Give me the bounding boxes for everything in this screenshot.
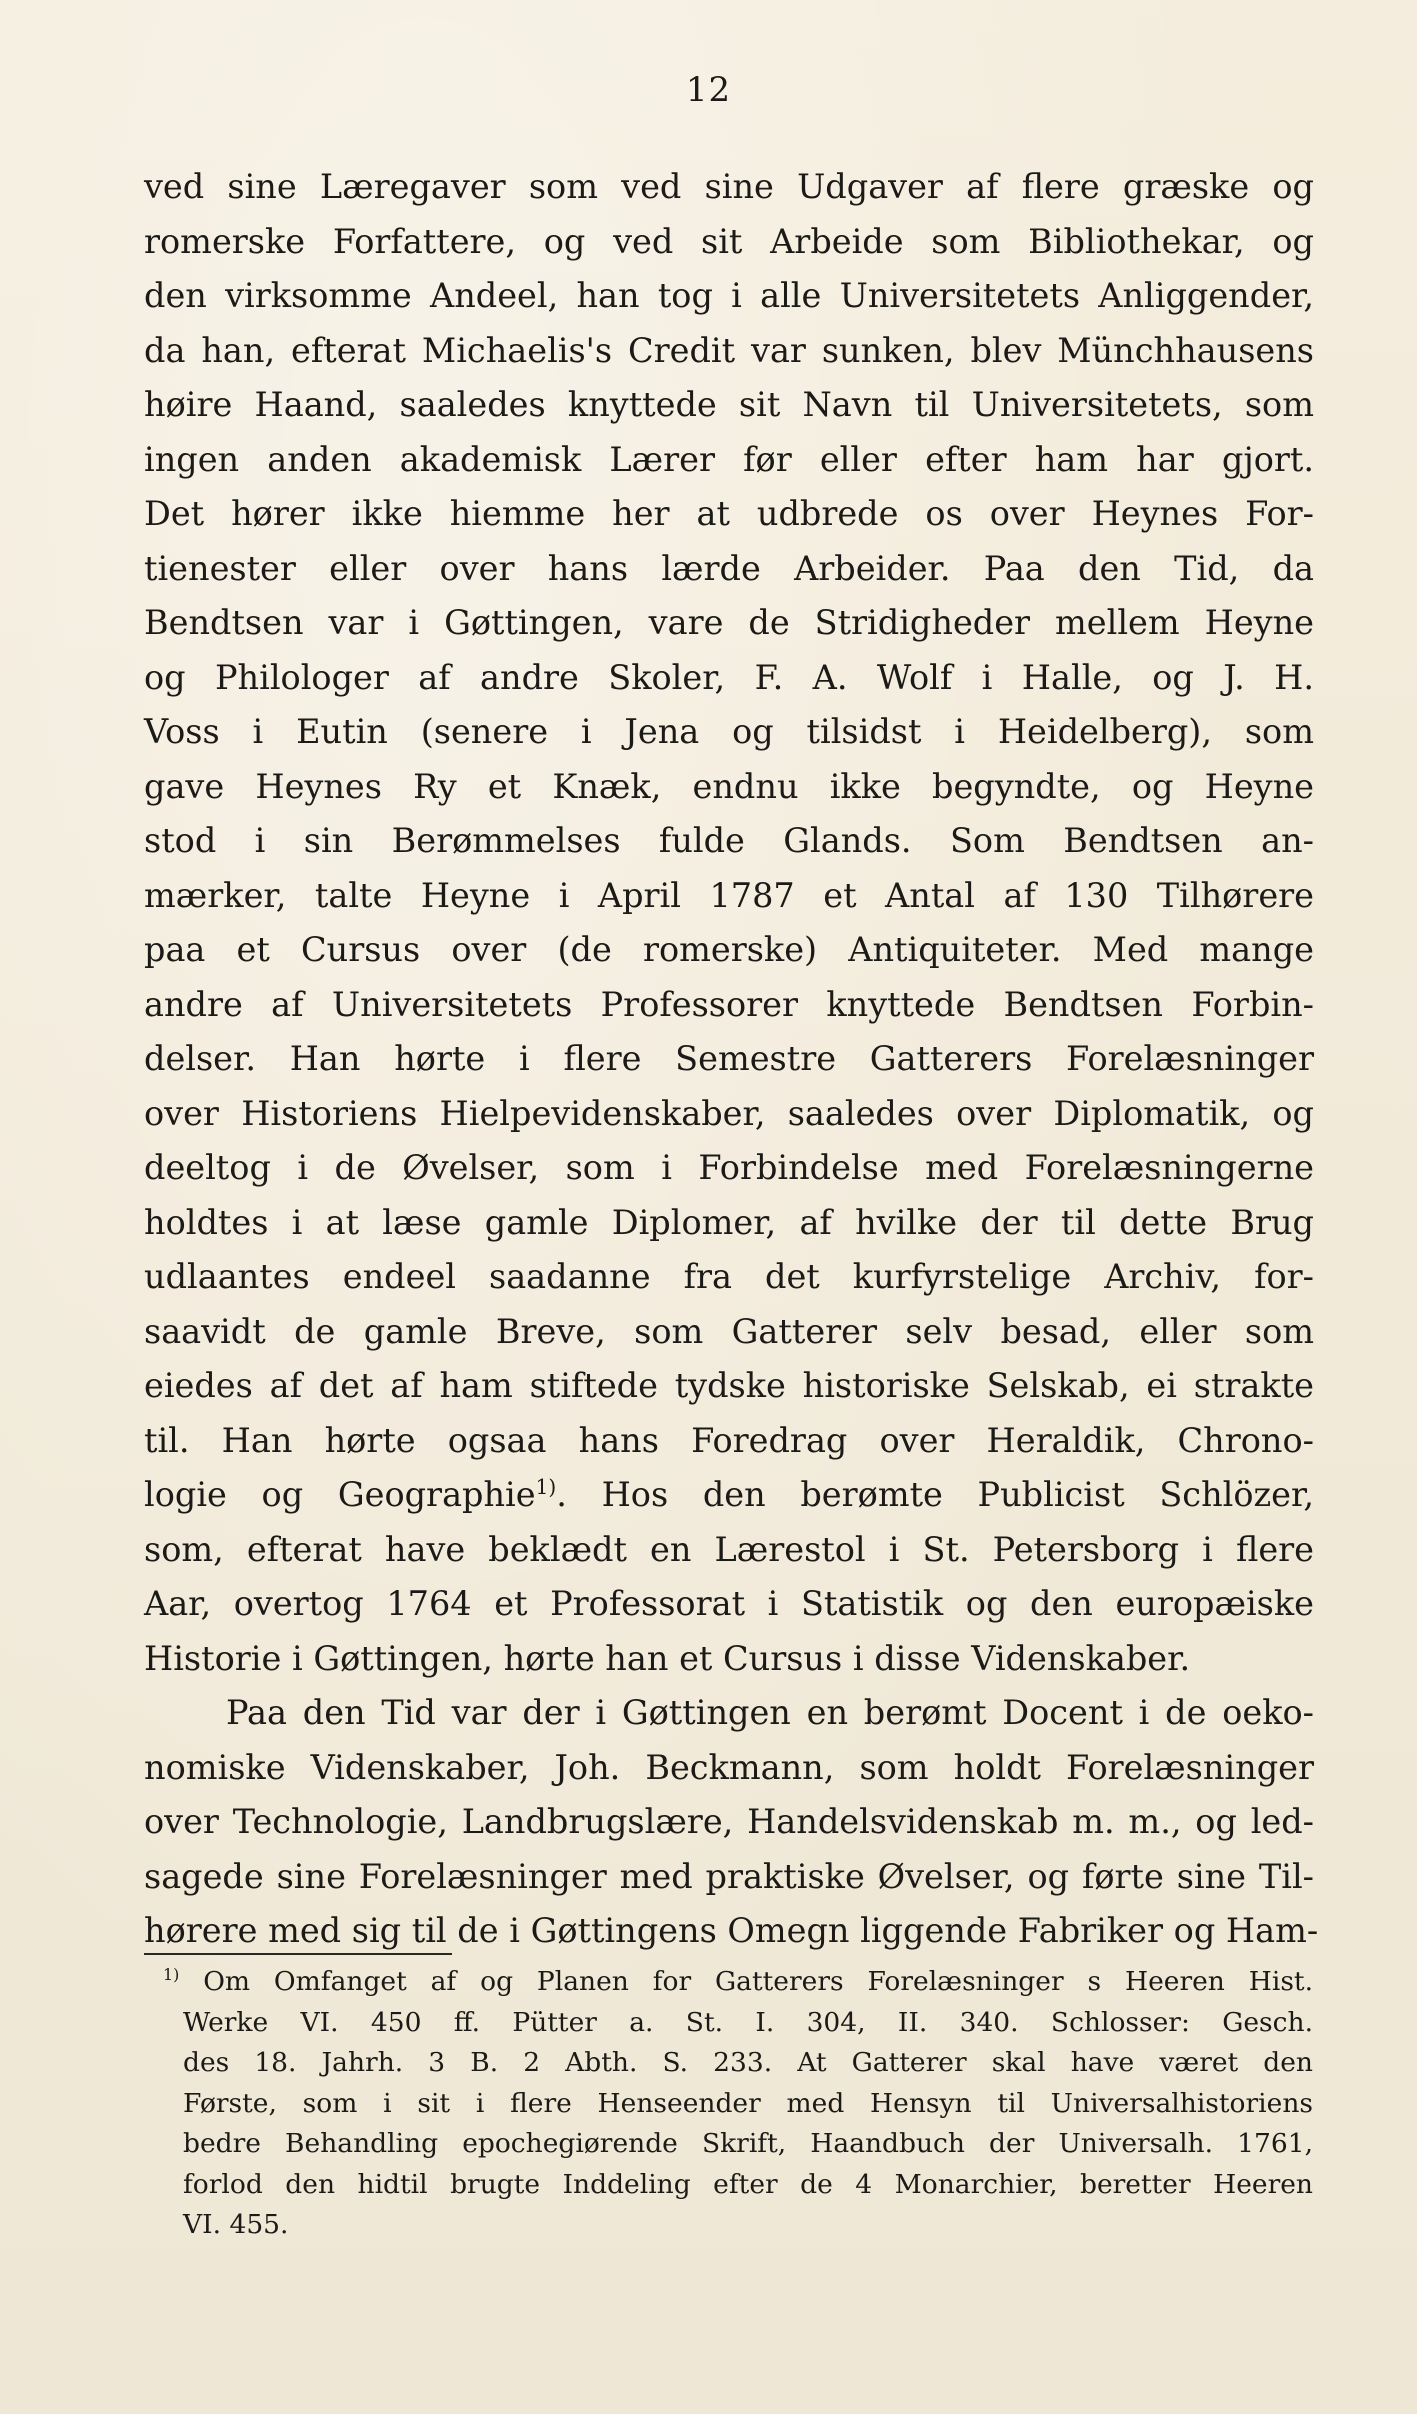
text-line-22: saavidt de gamle Breve, som Gatterer selv besad, eller som bbox=[144, 1311, 1314, 1351]
text-line-25 bbox=[144, 1468, 1314, 1523]
text-line-27: Aar, overtog 1764 et Professorat i Statistik og den europæiske bbox=[144, 1584, 1314, 1623]
text-line-2: romerske Forfattere, og ved sit Arbeide som Bibliothekar, og bbox=[144, 221, 1314, 261]
text-line-5: høire Haand, saaledes knyttede sit Navn til Universitetets, som bbox=[144, 385, 1314, 424]
text-line-16: andre af Universitetets Professorer knyttede Bendtsen Forbin- bbox=[144, 984, 1314, 1024]
text-line-26: som, efterat have beklædt en Lærestol i St. Petersborg i flere bbox=[144, 1529, 1314, 1569]
text-line-7: Det hører ikke hiemme her at udbrede os over Heynes For- bbox=[144, 494, 1314, 533]
text-line-3: den virksomme Andeel, han tog i alle Universitetets Anliggender, bbox=[144, 276, 1314, 315]
footnote-block bbox=[163, 1962, 1313, 2246]
text-line-6: ingen anden akademisk Lærer før eller efter ham har gjort. bbox=[144, 439, 1314, 479]
text-line-17: delser. Han hørte i flere Semestre Gatterers Forelæsninger bbox=[144, 1039, 1314, 1078]
footnote-marker: 1) bbox=[163, 1965, 180, 1985]
footnote-line-4: Første, som i sit i flere Henseender med Hensyn til Universalhistoriens bbox=[183, 2087, 1313, 2119]
text-line-9: Bendtsen var i Gøttingen, vare de Stridigheder mellem Heyne bbox=[144, 603, 1314, 642]
text-line-24: til. Han hørte ogsaa hans Foredrag over Heraldik, Chrono- bbox=[144, 1420, 1314, 1460]
text-line-29: Paa den Tid var der i Gøttingen en berømt Docent i de oeko- bbox=[226, 1693, 1314, 1732]
footnote-line-7: VI. 455. bbox=[183, 2209, 289, 2240]
footnote-line-2: Werke VI. 450 ff. Pütter a. St. I. 304, II. 340. Schlosser: Gesch. bbox=[183, 2006, 1313, 2038]
text-line-11: Voss i Eutin (senere i Jena og tilsidst i Heidelberg), som bbox=[144, 712, 1314, 751]
page-number: 12 bbox=[685, 70, 732, 110]
text-line-8: tienester eller over hans lærde Arbeider. Paa den Tid, da bbox=[144, 548, 1314, 588]
footnote-line-3: des 18. Jahrh. 3 B. 2 Abth. S. 233. At Gatterer skal have været den bbox=[183, 2047, 1313, 2078]
text-line-25-end: . Hos den berømte Publicist Schlözer, bbox=[556, 1475, 1314, 1514]
text-line-10: og Philologer af andre Skoler, F. A. Wolf i Halle, og J. H. bbox=[144, 657, 1314, 697]
text-line-30: nomiske Videnskaber, Joh. Beckmann, som holdt Forelæsninger bbox=[144, 1747, 1314, 1787]
text-line-14: mærker, talte Heyne i April 1787 et Antal af 130 Tilhørere bbox=[144, 875, 1314, 915]
text-line-25-start: logie og Geographie bbox=[144, 1475, 536, 1514]
text-line-23: eiedes af det af ham stiftede tydske historiske Selskab, ei strakte bbox=[144, 1366, 1314, 1405]
footnote-line-1 bbox=[163, 1962, 1313, 2003]
text-line-18: over Historiens Hielpevidenskaber, saaledes over Diplomatik, og bbox=[144, 1093, 1314, 1133]
text-line-4: da han, efterat Michaelis's Credit var sunken, blev Münchhausens bbox=[144, 330, 1314, 370]
text-line-28: Historie i Gøttingen, hørte han et Cursus i disse Videnskaber. bbox=[144, 1638, 1191, 1678]
text-line-15: paa et Cursus over (de romerske) Antiquiteter. Med mange bbox=[144, 930, 1314, 969]
text-line-31: over Technologie, Landbrugslære, Handelsvidenskab m. m., og led- bbox=[144, 1802, 1314, 1841]
text-line-33: hørere med sig til de i Gøttingens Omegn liggende Fabriker og Ham- bbox=[144, 1911, 1319, 1950]
text-line-20: holdtes i at læse gamle Diplomer, af hvilke der til dette Brug bbox=[144, 1202, 1314, 1242]
footnote-line-1-text: Om Omfanget af og Planen for Gatterers Forelæsninger s Heeren Hist. bbox=[203, 1966, 1313, 1997]
text-line-32: sagede sine Forelæsninger med praktiske Øvelser, og førte sine Til- bbox=[144, 1856, 1314, 1896]
footnote-line-5: bedre Behandling epochegiørende Skrift, Haandbuch der Universalh. 1761, bbox=[183, 2128, 1313, 2159]
text-line-21: udlaantes endeel saadanne fra det kurfyrstelige Archiv, for- bbox=[144, 1257, 1314, 1296]
text-line-19: deeltog i de Øvelser, som i Forbindelse med Forelæsningerne bbox=[144, 1148, 1314, 1187]
text-line-13: stod i sin Berømmelses fulde Glands. Som Bendtsen an- bbox=[144, 821, 1314, 860]
main-text-block bbox=[144, 160, 1319, 1959]
text-line-12: gave Heynes Ry et Knæk, endnu ikke begyndte, og Heyne bbox=[144, 766, 1314, 806]
footnote-reference[interactable]: 1) bbox=[535, 1474, 557, 1499]
footnote-divider bbox=[144, 1953, 452, 1955]
text-line-1: ved sine Læregaver som ved sine Udgaver af flere græske og bbox=[144, 167, 1314, 206]
footnote-line-6: forlod den hidtil brugte Inddeling efter de 4 Monarchier, beretter Heeren bbox=[183, 2168, 1313, 2200]
